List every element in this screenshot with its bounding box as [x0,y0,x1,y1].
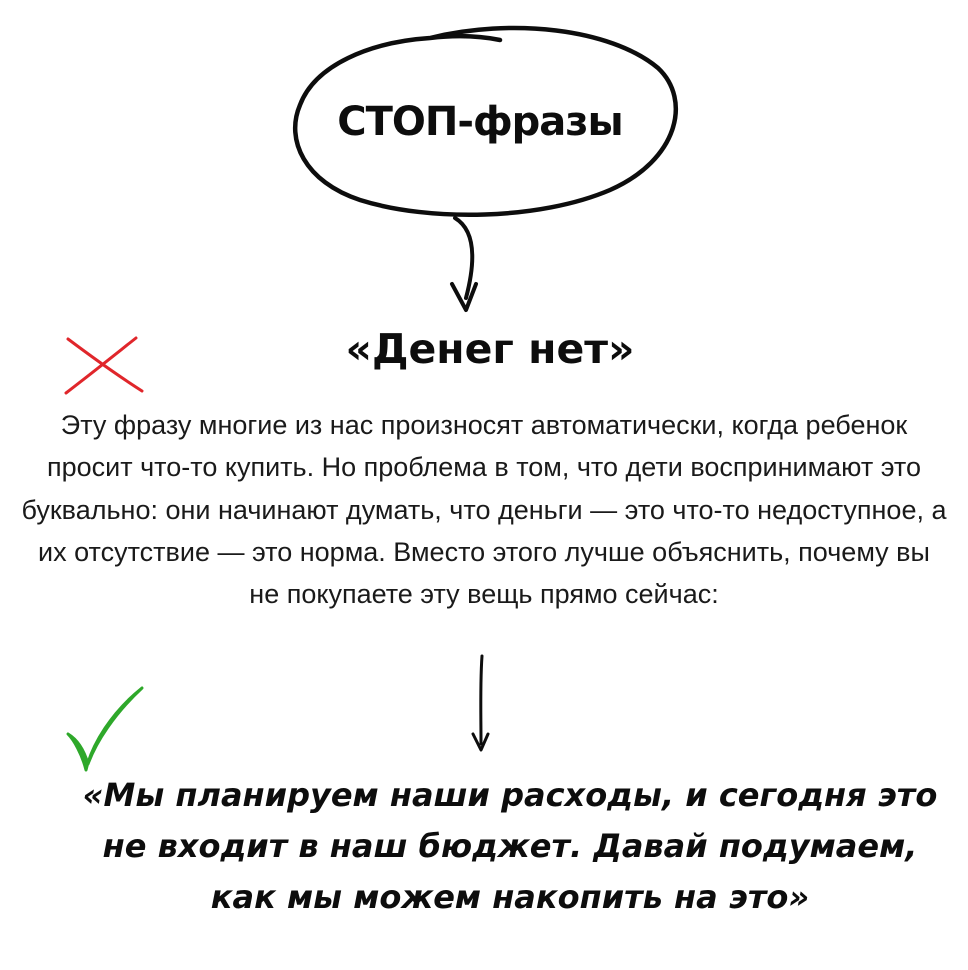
cross-icon [62,335,148,395]
oval-bubble-icon [280,20,680,320]
alternative-phrase: «Мы планируем наши расходы, и сегодня это не входит в наш бюджет. Давай подумаем, как мы можем накопить на это» [82,776,938,916]
page-title: СТОП-фразы [337,99,623,145]
check-icon [62,684,148,776]
arrow-down-icon [466,654,496,754]
explanation-text: Эту фразу многие из нас произносят автоматически, когда ребенок просит что-то купить. Но проблема в том, что дети воспринимают это буквально: они начинают думать, что деньги — это что-то недоступное, а их отсутствие — это норма. Вместо этого лучше объяснить, почему вы не покупаете эту вещь прямо сейчас: [21,410,947,610]
stop-phrase-heading: «Денег нет» [345,325,635,373]
